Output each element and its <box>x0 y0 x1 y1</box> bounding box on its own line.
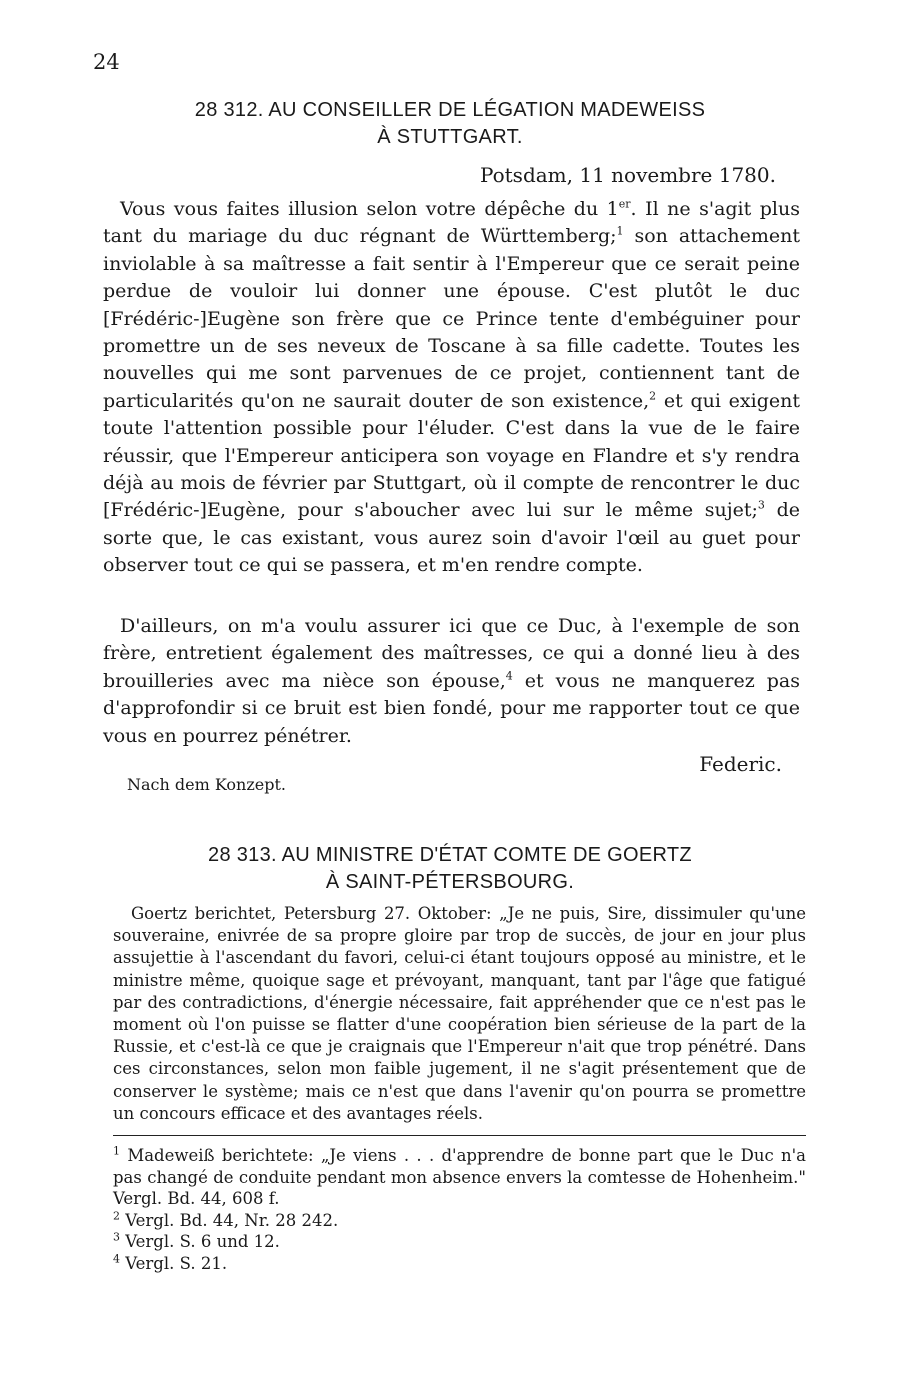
letter-paragraph-2: D'ailleurs, on m'a voulu assurer ici que ce Duc, à l'exemple de son frère, entretient également des maîtresses, ce qui a donné lieu à des brouilleries avec ma nièce son épouse,$^4$ et vous ne manquerez pas d'approfondir si ce bruit est bien fondé, pour me rapporter tout ce que vous en pourrez pénétrer. <box>103 615 800 747</box>
letter-heading-28313 <box>100 842 800 896</box>
page-number: 24 <box>93 50 120 74</box>
heading-line-2: À SAINT-PÉTERSBOURG. <box>325 871 575 893</box>
footnote-ref-2: 2 <box>649 389 657 403</box>
footnotes <box>113 1145 806 1274</box>
footnote-divider <box>113 1135 806 1136</box>
footnote-ref-1: 1 <box>616 225 624 239</box>
dateline: Potsdam, 11 novembre 1780. <box>479 163 776 187</box>
heading-line-1: 28 313. AU MINISTRE D'ÉTAT COMTE DE GOERTZ <box>208 844 692 866</box>
footnote-1: $^1$ Madeweiß berichtete: „Je viens . . . d'apprendre de bonne part que le Duc n'a pas changé de conduite pendant mon absence envers la comtesse de Hohenheim." Vergl. Bd. 44, 608 f. <box>113 1144 807 1208</box>
footnote-4: $^4$ Vergl. S. 21. <box>113 1252 228 1273</box>
footnote-2: $^2$ Vergl. Bd. 44, Nr. 28 242. <box>113 1209 339 1230</box>
footnote-ref-3: 3 <box>757 499 765 513</box>
footnote-3: $^3$ Vergl. S. 6 und 12. <box>113 1230 280 1251</box>
footnote-ref-4: 4 <box>505 669 513 683</box>
letter-heading-28312 <box>100 97 800 151</box>
letter-paragraph-1: Vous vous faites illusion selon votre dépêche du 1er. Il ne s'agit plus tant du mariage du duc régnant de Württemberg;$^1$ son attachement inviolable à sa maîtresse a fait sentir à l'Empereur que ce serait peine perdue de vouloir lui donner une épouse. C'est plutôt le duc [Frédéric-]Eugène son frère que ce Prince tente d'embéguiner pour promettre un de ses neveux de Toscane à sa fille cadette. Toutes les nouvelles qui me sont parvenues de ce projet, contiennent tant de particularités qu'on ne saurait douter de son existence,$^2$ et qui exigent toute l'attention possible pour l'éluder. C'est dans la vue de le faire réussir, que l'Empereur anticipera son voyage en Flandre et s'y rendra déjà au mois de février par Stuttgart, où il compte de rencontrer le duc [Frédéric-]Eugène, pour s'aboucher avec lui sur le même sujet;$^3$ de sorte que, le cas existant, vous aurez soin d'avoir l'œil au guet pour observer tout ce qui se passera, et m'en rendre compte. <box>103 197 801 577</box>
superscript-er: er <box>618 197 631 211</box>
source-note: Nach dem Konzept. <box>127 775 286 794</box>
heading-line-1: 28 312. AU CONSEILLER DE LÉGATION MADEWEISS <box>194 99 706 121</box>
signature: Federic. <box>699 752 782 776</box>
heading-line-2: À STUTTGART. <box>377 126 523 148</box>
report-paragraph: Goertz berichtet, Petersburg 27. Oktober: „Je ne puis, Sire, dissimuler qu'une souveraine, enivrée de sa propre gloire par trop de succès, de jour en jour plus assujettie à l'ascendant du favori, celui-ci étant toujours opposé au ministre, et le ministre même, quoique sage et prévoyant, manquant, tant par l'âge que fatigué par des contradictions, d'énergie nécessaire, fait appréhender que ce n'est pas le moment où l'on puisse se flatter d'une coopération bien sérieuse de la part de la Russie, et c'est-là ce que je craignais que l'Empereur n'ait que trop pénétré. Dans ces circonstances, selon mon faible jugement, il ne s'agit présentement que de conserver le système; mais ce n'est que dans l'avenir qu'on pourra se promettre un concours efficace et des avantages réels. <box>113 904 806 1123</box>
